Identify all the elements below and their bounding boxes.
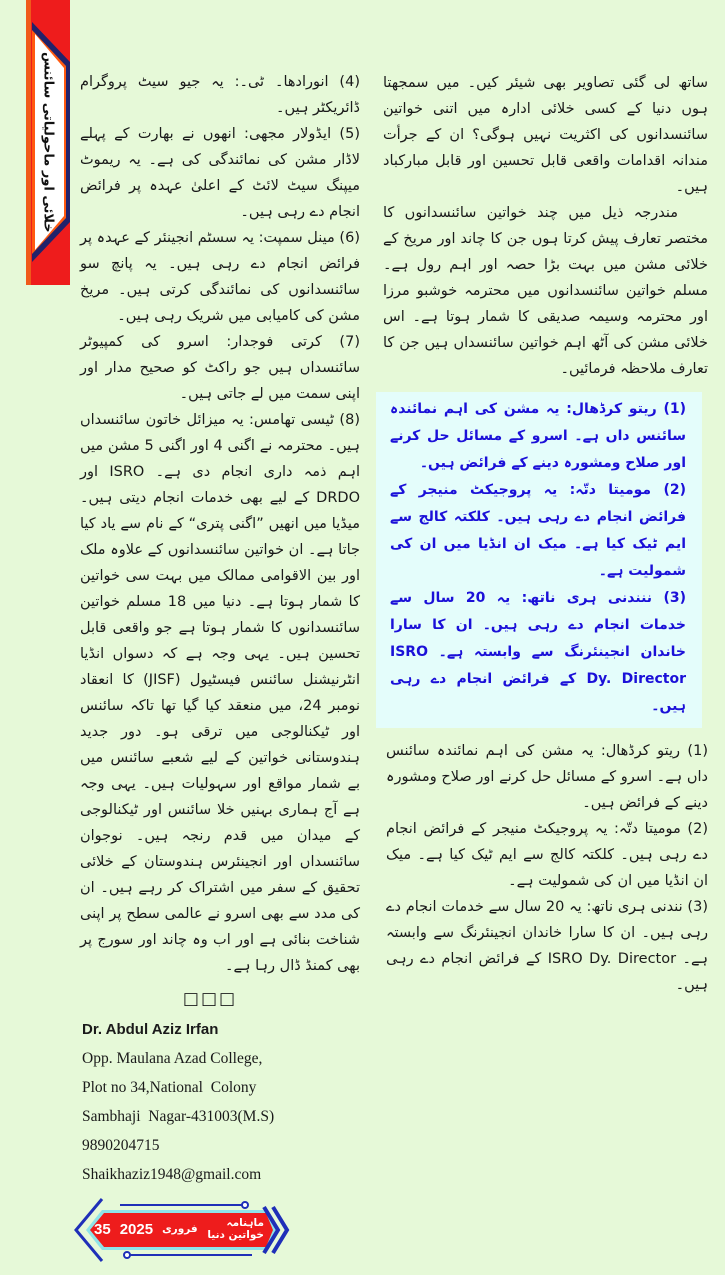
author-name: Dr. Abdul Aziz Irfan [82,1021,219,1038]
end-mark: □□□ [182,989,238,1009]
list-item: (2) مومیتا دتّہ: یہ پروجیکٹ منیجر کے فرائض انجام دے رہی ہیں۔ کلکتہ کالج سے ایم ٹیک کیا ہے۔ میک ان انڈیا میں ان کی شمولیت ہے۔ [386,821,708,889]
scientist-list [386,738,708,998]
list-item: (5) ایڈولار مجھی: انھوں نے بھارت کے پہلے لاڈار مشن کی نمائندگی کی ہے۔ یہ ریموٹ میپنگ سیٹ لائٹ کے اعلیٰ عہدہ پر فرائض انجام دے رہی ہیں۔ [80,126,360,220]
list-item: (4) انورادھا۔ ٹی۔: یہ جیو سیٹ پروگرام ڈائریکٹر ہیں۔ [80,74,360,116]
address-line: Plot no 34,National Colony [82,1079,257,1096]
page-number: 35 [94,1220,111,1238]
highlight-box [376,392,702,728]
page-footer [72,1197,294,1263]
list-item: (8) ٹیسی تھامس: یہ میزائل خاتون سائنسداں ہیں۔ محترمہ نے اگنی 4 اور اگنی 5 مشن میں اہم ذمہ داری انجام دی ہے۔ ISRO اور DRDO کے لیے بھی خدمات انجام دیتی ہیں۔ میڈیا میں انھیں ”اگنی پتری“ کے نام سے یاد کیا جاتا ہے۔ ان خواتین سائنسدانوں کے علاوہ ملک اور بین الاقوامی ممالک میں بہت سی خواتین کا شمار ہوتا ہے۔ دنیا میں 18 مسلم خواتین سائنسدانوں کا شمار ہوتا ہے جو واقعی قابل تحسین ہیں۔ یہی وجہ ہے کہ دسواں انڈیا انٹرنیشنل سائنس فیسٹیول (JISF) کا انعقاد نومبر 24، میں منعقد کیا گیا تھا تاکہ سائنس اور ٹیکنالوجی میں ترقی ہو۔ دور جدید ہندوستانی خواتین کے لیے شعبے سائنس میں بے شمار مواقع اور سہولیات ہیں۔ یہی وجہ ہے آج ہماری بہنیں خلا سائنس اور ٹیکنالوجی کے میدان میں قدم رنجہ ہیں۔ نوجوان سائنسداں اور انجینئرس ہندوستان کے خلائی تحقیق کے سفر میں اشتراک کر رہے ہیں۔ ان کی مدد سے بھی اسرو نے عالمی سطح پر اپنی شناخت بنائی ہے اور اب وہ چاند اور سورج پر بھی کمنڈ ڈال رہا ہے۔ [80,412,360,974]
section-title: خلائی اور ماحولیاتی سائنس [40,52,56,233]
list-item: (1) ریتو کرڈھال: یہ مشن کی اہم نمائندہ سائنس داں ہے۔ اسرو کے مسائل حل کرنے اور صلاح ومشورہ دینے کے فرائض ہیں۔ [390,401,686,471]
intro-text [383,70,708,382]
list-item: (6) مینل سمپت: یہ سسٹم انجینئر کے عہدہ پر فرائض انجام دے رہی ہیں۔ یہ پانچ سو سائنسدانوں کی نمائندگی کرتی ہیں۔ مریخ مشن کی کامیابی میں شریک رہی ہیں۔ [80,230,360,324]
section-banner [26,0,70,285]
list-item: (3) ننندنی ہری ناتھ: یہ 20 سال سے خدمات انجام دے رہی ہیں۔ ان کا سارا خاندان انجینئرنگ سے وابستہ ہے۔ ISRO Dy. Director کے فرائض انجام دے رہی ہیں۔ [390,590,686,714]
paragraph: ساتھ لی گئی تصاویر بھی شیئر کیں۔ میں سمجھتا ہوں دنیا کے کسی خلائی ادارہ میں اتنی خواتین سائنسدانوں کی اکثریت نہیں ہوگی؟ ان کے جرأت مندانہ اقدامات واقعی قابل تحسین اور قابل مبارکباد ہیں۔ [383,75,708,195]
list-item: (7) کرتی فوجدار: اسرو کی کمپیوٹر سائنسداں ہیں جو راکٹ کو صحیح مدار اور اپنی سمت میں لے جاتی ہیں۔ [80,334,360,402]
email-address: Shaikhaziz1948@gmail.com [82,1166,262,1183]
author-address [82,1015,372,1189]
phone-number: 9890204715 [82,1137,160,1154]
paragraph: مندرجہ ذیل میں چند خواتین سائنسدانوں کا مختصر تعارف پیش کرتا ہوں جن کا چاند اور مریخ کے خلائی مشن میں بہت بڑا حصہ اور اہم رول ہے۔ مسلم خواتین سائنسدانوں میں محترمہ خوشبو مرزا اور محترمہ وسیمہ صدیقی کا شمار ہوتا ہے۔ اس خلائی مشن کی آٹھ اہم خواتین سائنسداں ہیں جن کا تعارف ملاحظہ فرمائیں۔ [383,205,708,377]
issue-year: 2025 [119,1220,154,1238]
list-item: (2) مومیتا دتّہ: یہ پروجیکٹ منیجر کے فرائض انجام دے رہی ہیں۔ کلکتہ کالج سے ایم ٹیک کیا ہے۔ میک ان انڈیا میں ان کی شمولیت ہے۔ [390,482,686,579]
list-item: (3) نندنی ہری ناتھ: یہ 20 سال سے خدمات انجام دے رہی ہیں۔ ان کا سارا خاندان انجینئرنگ سے وابستہ ہے۔ ISRO Dy. Director کے فرائض انجام دے رہی ہیں۔ [386,899,708,993]
magazine-name: ماہنامہ خواتین دنیا [207,1217,264,1241]
left-column-text [80,69,360,979]
issue-month: فروری [162,1223,198,1235]
address-line: Opp. Maulana Azad College, [82,1050,263,1067]
address-line: Sambhaji Nagar-431003(M.S) [82,1108,275,1125]
right-column [376,70,708,998]
list-item: (1) ریتو کرڈھال: یہ مشن کی اہم نمائندہ سائنس داں ہے۔ اسرو کے مسائل حل کرنے اور صلاح ومشورہ دینے کے فرائض ہیں۔ [386,743,708,811]
left-column [72,69,372,1275]
